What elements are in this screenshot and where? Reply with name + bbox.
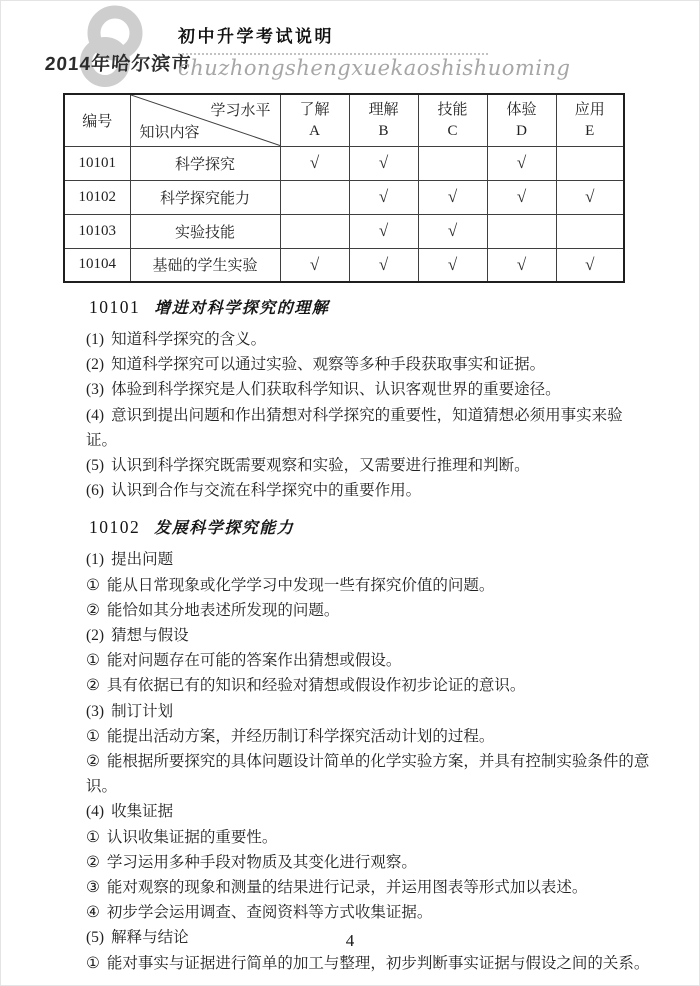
table-row [64,248,624,282]
check-mark-cell: √ [487,248,556,282]
level-code: D [516,123,527,140]
item-text: 认识到合作与交流在科学探究中的重要作用。 [111,482,422,500]
empty-cell [556,146,624,180]
item-text: 猜想与假设 [111,627,189,645]
item-text: 能恰如其分地表述所发现的问题。 [106,601,340,619]
item-text: 具有依据已有的知识和经验对猜想或假设作初步论证的意识。 [106,677,526,695]
section-item [86,724,653,749]
section-item [86,478,653,503]
item-text: 能对观察的现象和测量的结果进行记录，并运用图表等形式加以表述。 [106,879,588,897]
item-text: 学习运用多种手段对物质及其变化进行观察。 [106,853,417,871]
level-code: B [378,123,389,140]
item-text: 提出问题 [111,551,174,569]
row-id: 10101 [64,146,130,180]
section-item [86,598,653,623]
column-header-diagonal [130,94,280,146]
section-item [86,377,653,402]
column-header-id: 编号 [64,94,130,146]
item-marker: (4) [86,803,105,821]
column-header-level-c [418,94,487,146]
check-mark-cell: √ [349,180,418,214]
diagonal-label-knowledge-content: 知识内容 [139,124,200,141]
item-marker: (1) [86,551,105,569]
check-mark-cell: √ [349,146,418,180]
empty-cell [418,146,487,180]
page-number: 4 [345,931,355,950]
item-marker: (2) [86,627,105,645]
item-marker: ① [86,828,100,846]
item-marker: (1) [86,331,105,348]
level-code: A [309,123,320,140]
row-id: 10103 [64,214,130,248]
item-marker: ② [86,853,100,871]
item-marker: ④ [86,904,100,922]
item-text: 认识到科学探究既需要观察和实验，又需要进行推理和判断。 [111,457,530,475]
check-mark-cell: √ [487,180,556,214]
check-mark-cell: √ [418,248,487,282]
item-marker: ② [86,601,100,619]
table-header-row [64,94,624,146]
page-header [1,1,699,93]
section-id: 10101 [89,297,141,317]
row-content: 基础的学生实验 [130,248,280,282]
check-mark-cell: √ [556,248,624,282]
section-item [86,403,653,453]
item-text: 认识收集证据的重要性。 [106,828,278,846]
level-name: 理解 [368,102,399,119]
level-code: C [447,123,458,140]
column-header-level-d [487,94,556,146]
level-name: 了解 [299,102,330,119]
column-header-level-a [280,94,349,146]
level-name: 体验 [506,102,537,119]
item-text: 意识到提出问题和作出猜想对科学探究的重要性，知道猜想必须用事实来验证。 [86,406,623,449]
table-row [64,180,624,214]
section-item [86,749,653,799]
check-mark-cell: √ [418,180,487,214]
item-text: 知道科学探究可以通过实验、观察等多种手段获取事实和证据。 [111,356,546,374]
assessment-level-table [63,93,625,283]
item-marker: ① [86,954,100,972]
section-title: 增进对科学探究的理解 [154,300,330,317]
section-title: 发展科学探究能力 [154,520,295,538]
column-header-level-e [556,94,624,146]
section-heading [89,295,651,321]
row-id: 10104 [64,248,130,282]
diagonal-label-learning-level: 学习水平 [210,103,271,119]
item-marker: ① [86,576,100,594]
item-marker: (3) [86,702,105,720]
empty-cell [280,180,349,214]
item-text: 制订计划 [111,702,174,720]
section-item [86,327,653,352]
row-content: 科学探究能力 [130,180,280,214]
item-marker: (4) [86,406,105,424]
level-code: E [585,123,595,140]
item-marker: ② [86,753,100,771]
item-marker: (5) [86,457,105,475]
overlapping-rings-logo-icon [69,3,157,91]
item-text: 收集证据 [111,803,174,821]
item-text: 能对问题存在可能的答案作出猜想或假设。 [106,652,402,670]
document-title-pinyin: chuzhongshengxuekaoshishuoming [178,56,571,80]
check-mark-cell: √ [349,214,418,248]
edition-year-city: 2014年哈尔滨市 [44,54,192,75]
item-marker: ① [86,652,100,670]
table-row [64,146,624,180]
table-row [64,214,624,248]
empty-cell [556,214,624,248]
header-title-block [178,22,571,80]
item-marker: (5) [86,929,105,947]
column-header-level-b [349,94,418,146]
check-mark-cell: √ [349,248,418,282]
section-10101 [1,295,700,503]
item-marker: ② [86,677,100,695]
section-10102 [1,515,700,975]
item-text: 体验到科学探究是人们获取科学知识、认识客观世界的重要途径。 [111,381,561,399]
item-marker: ① [86,727,100,745]
section-item [86,875,653,900]
check-mark-cell: √ [487,146,556,180]
section-item [86,573,653,598]
check-mark-cell: √ [556,180,624,214]
dotted-divider [178,53,488,55]
section-item [86,352,653,377]
section-item [86,825,653,850]
level-name: 技能 [437,102,468,119]
section-item [86,951,653,976]
item-marker: ③ [86,879,100,897]
section-item [86,623,653,648]
item-text: 能对事实与证据进行简单的加工与整理，初步判断事实证据与假设之间的关系。 [106,954,650,972]
item-text: 知道科学探究的含义。 [111,331,267,348]
check-mark-cell: √ [418,214,487,248]
sections-content [1,283,700,976]
item-marker: (2) [86,356,105,374]
section-item [86,850,653,875]
section-item [86,699,653,724]
document-title: 初中升学考试说明 [178,27,334,46]
empty-cell [280,214,349,248]
section-item [86,453,653,478]
row-id: 10102 [64,180,130,214]
section-item [86,648,653,673]
item-text: 初步学会运用调查、查阅资料等方式收集证据。 [106,904,433,922]
section-heading [89,515,651,541]
empty-cell [487,214,556,248]
item-text: 能提出活动方案，并经历制订科学探究活动计划的过程。 [106,727,495,745]
item-text: 能从日常现象或化学学习中发现一些有探究价值的问题。 [106,576,495,594]
item-text: 解释与结论 [111,929,189,947]
section-item [86,547,653,572]
row-content: 科学探究 [130,146,280,180]
check-mark-cell: √ [280,146,349,180]
section-id: 10102 [89,517,141,538]
level-name: 应用 [574,102,605,119]
item-marker: (6) [86,482,105,500]
check-mark-cell: √ [280,248,349,282]
section-item [86,799,653,824]
section-item [86,673,653,698]
row-content: 实验技能 [130,214,280,248]
item-marker: (3) [86,381,105,399]
section-item [86,900,653,925]
item-text: 能根据所要探究的具体问题设计简单的化学实验方案，并具有控制实验条件的意识。 [86,753,650,796]
